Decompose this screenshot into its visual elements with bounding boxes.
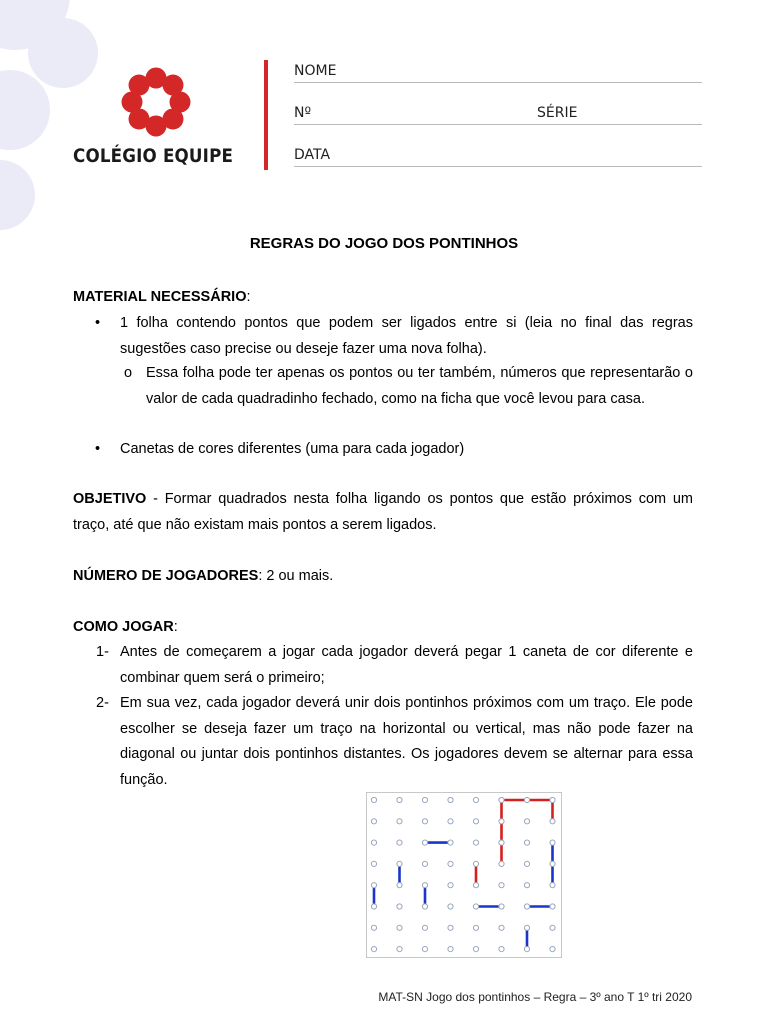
colon: :	[246, 289, 251, 305]
board-dot	[550, 861, 555, 866]
board-dot	[550, 797, 555, 802]
board-frame	[367, 793, 562, 958]
page-title: REGRAS DO JOGO DOS PONTINHOS	[249, 235, 519, 252]
board-dot	[550, 947, 555, 952]
board-dot	[524, 861, 529, 866]
board-dot	[550, 925, 555, 930]
number-series-field[interactable]	[294, 102, 702, 125]
players-heading: NÚMERO DE JOGADORES	[73, 568, 259, 584]
school-logo-icon	[118, 64, 194, 140]
board-dot	[524, 947, 529, 952]
number-label: Nº	[294, 105, 312, 121]
material-bullet-1: 1 folha contendo pontos que podem ser ligados entre si (leia no final das regras sugestões caso precise ou deseje fazer uma nova folha).	[120, 315, 693, 357]
board-dot	[499, 819, 504, 824]
sub-bullet-marker: o	[124, 365, 133, 381]
step-2-marker: 2-	[96, 695, 109, 711]
date-field[interactable]	[294, 144, 702, 167]
board-dot	[371, 947, 376, 952]
board-dot	[550, 904, 555, 909]
board-dot	[473, 861, 478, 866]
board-dot	[397, 819, 402, 824]
board-dot	[499, 797, 504, 802]
board-dot	[422, 861, 427, 866]
board-dot	[473, 840, 478, 845]
series-label: SÉRIE	[537, 105, 578, 121]
howto-heading-text: COMO JOGAR	[73, 619, 174, 635]
board-dot	[448, 947, 453, 952]
board-dot	[524, 840, 529, 845]
board-dot	[422, 904, 427, 909]
board-dot	[422, 925, 427, 930]
decorative-circle	[0, 160, 35, 230]
board-dot	[550, 883, 555, 888]
board-dot	[422, 840, 427, 845]
material-heading-text: MATERIAL NECESSÁRIO	[73, 289, 247, 305]
step-1-text: Antes de começarem a jogar cada jogador deverá pegar 1 caneta de cor diferente e combinar quem será o primeiro;	[120, 644, 693, 686]
date-label: DATA	[294, 147, 331, 163]
logo-petal	[129, 75, 150, 96]
board-dot	[499, 925, 504, 930]
board-dot	[448, 840, 453, 845]
bullet-icon: •	[95, 315, 101, 331]
board-dot	[499, 840, 504, 845]
board-dot	[397, 904, 402, 909]
board-dot	[473, 819, 478, 824]
page-footer: MAT-SN Jogo dos pontinhos – Regra – 3º ano T 1º tri 2020	[378, 990, 692, 1004]
board-dot	[550, 819, 555, 824]
board-dot	[524, 904, 529, 909]
board-dot	[371, 840, 376, 845]
name-field[interactable]	[294, 60, 702, 83]
board-dot	[448, 797, 453, 802]
school-name: COLÉGIO EQUIPE	[73, 145, 234, 167]
board-dot	[473, 925, 478, 930]
board-dot	[473, 797, 478, 802]
board-dot	[448, 925, 453, 930]
board-dot	[499, 883, 504, 888]
board-dot	[524, 819, 529, 824]
decorative-circle	[28, 18, 98, 88]
step-1-marker: 1-	[96, 644, 109, 660]
header-divider	[264, 60, 268, 170]
board-dot	[422, 797, 427, 802]
board-dot	[499, 861, 504, 866]
board-dot	[371, 819, 376, 824]
board-dot	[550, 840, 555, 845]
material-heading	[73, 285, 251, 311]
howto-heading	[73, 615, 178, 641]
board-dot	[473, 947, 478, 952]
board-dot	[524, 883, 529, 888]
objective-paragraph	[73, 487, 693, 538]
board-dot	[371, 904, 376, 909]
bullet-icon: •	[95, 441, 101, 457]
board-dot	[371, 925, 376, 930]
board-dot	[397, 883, 402, 888]
board-dot	[448, 819, 453, 824]
board-dot	[371, 883, 376, 888]
name-label: NOME	[294, 63, 337, 79]
board-dot	[422, 947, 427, 952]
material-bullet-2: Canetas de cores diferentes (uma para cada jogador)	[120, 441, 465, 457]
objective-text: - Formar quadrados nesta folha ligando os pontos que estão próximos com um traço, até que não existam mais pontos a serem ligados.	[73, 491, 693, 533]
players-text: : 2 ou mais.	[258, 568, 334, 584]
board-dot	[499, 947, 504, 952]
board-dot	[422, 819, 427, 824]
board-dot	[499, 904, 504, 909]
board-dot	[448, 883, 453, 888]
board-dot	[422, 883, 427, 888]
board-dot	[371, 861, 376, 866]
board-dot	[397, 861, 402, 866]
board-dot	[448, 861, 453, 866]
board-dot	[397, 840, 402, 845]
board-dot	[524, 797, 529, 802]
board-dot	[524, 925, 529, 930]
board-dot	[397, 925, 402, 930]
board-dot	[397, 797, 402, 802]
step-2-text: Em sua vez, cada jogador deverá unir dois pontinhos próximos com um traço. Ele pode escolher se deseja fazer um traço na horizontal ou vertical, mas não pode fazer na diagonal ou juntar dois pontinhos distantes. Os jogadores devem se alternar para essa função.	[120, 695, 693, 788]
board-dot	[473, 883, 478, 888]
board-dot	[371, 797, 376, 802]
board-dot	[448, 904, 453, 909]
objective-heading: OBJETIVO	[73, 491, 147, 507]
colon: :	[173, 619, 178, 635]
board-dot	[473, 904, 478, 909]
material-sub-bullet-1: Essa folha pode ter apenas os pontos ou ter também, números que representarão o valor de cada quadradinho fechado, como na ficha que você levou para casa.	[146, 365, 693, 407]
players-paragraph	[73, 564, 333, 590]
dots-game-board	[366, 792, 562, 958]
board-dot	[397, 947, 402, 952]
